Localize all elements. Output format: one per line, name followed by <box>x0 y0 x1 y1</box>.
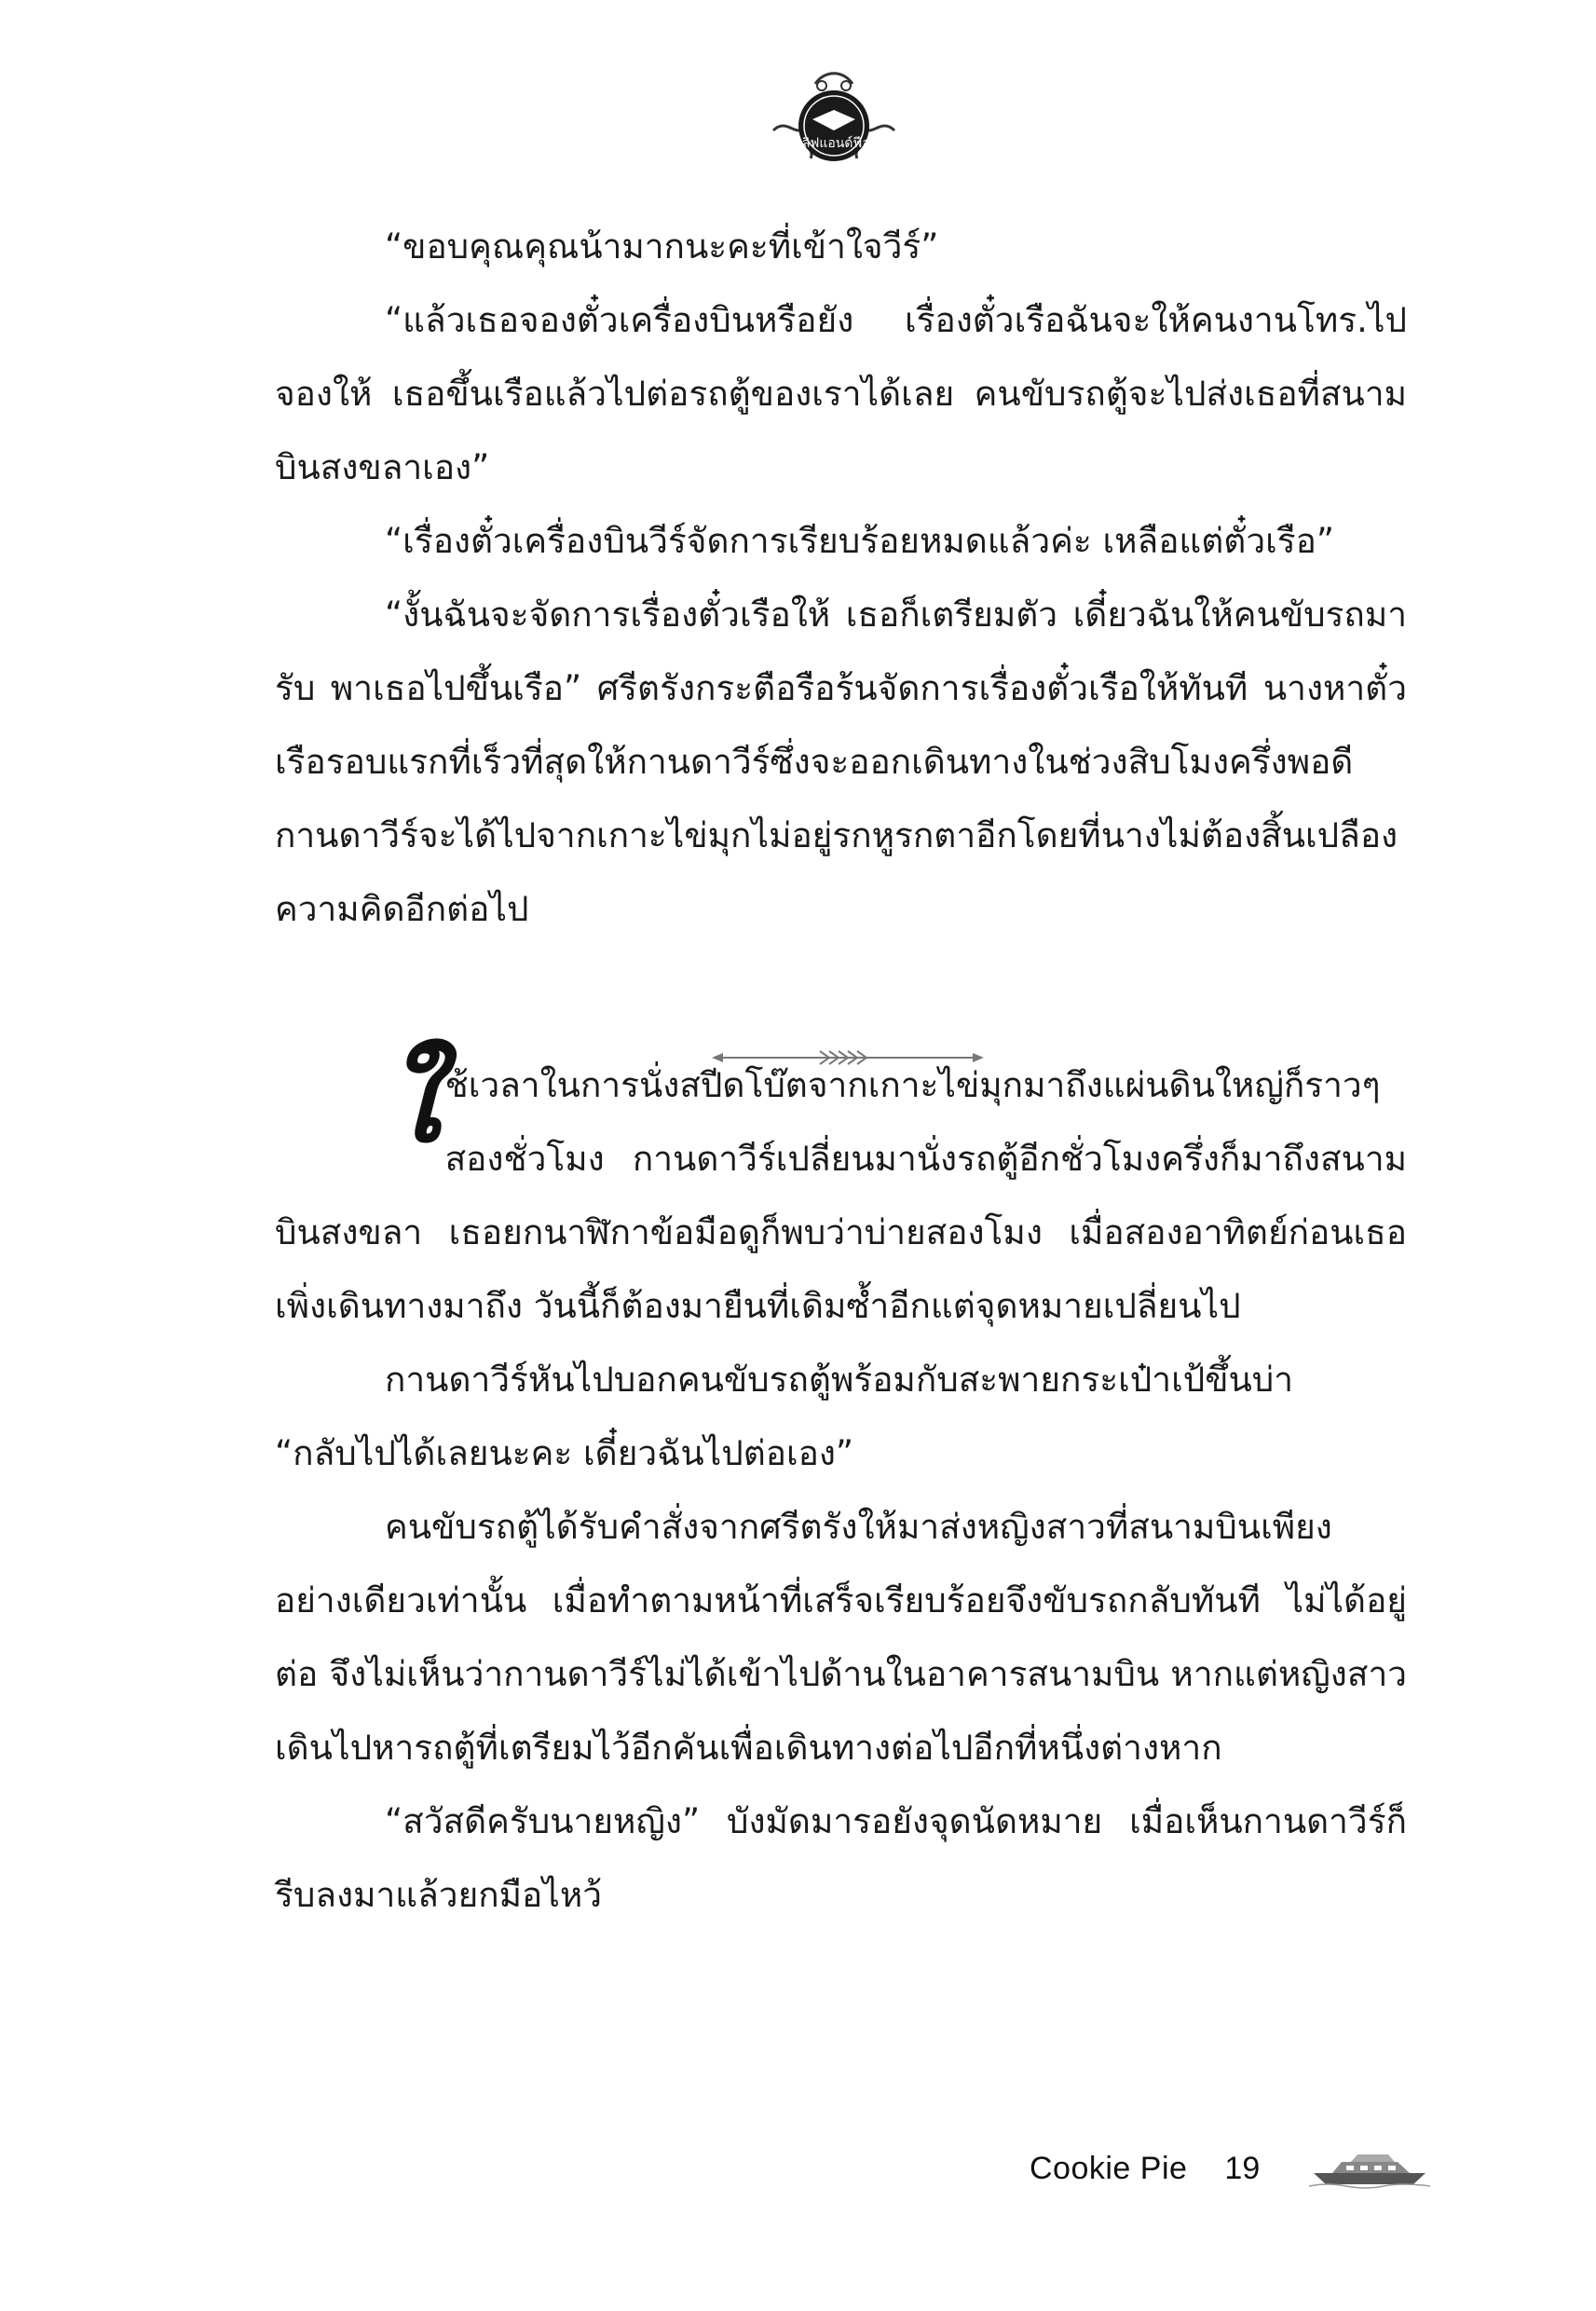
dropcap-paragraph-text: ช้เวลาในการนั่งสปีดโบ๊ตจากเกาะไข่มุกมาถึงแผ่นดินใหญ่ก็ราวๆ สองชั่วโมง กานดาวีร์เปลี่ยนมานั่งรถตู้อีกชั่วโมงครึ่งก็มาถึงสนามบินสงขลา เธอยกนาฬิกาข้อมือดูก็พบว่าบ่ายสองโมง เมื่อสองอาทิตย์ก่อนเธอเพิ่งเดินทางมาถึง วันนี้ก็ต้องมายืนที่เดิมซ้ำอีกแต่จุดหมายเปลี่ยนไป <box>275 1065 1407 1326</box>
paragraph: “แล้วเธอจองตั๋วเครื่องบินหรือยัง เรื่องตั๋วเรือฉันจะให้คนงานโทร.ไปจองให้ เธอขึ้นเรือแล้วไปต่อรถตู้ของเราได้เลย คนขับรถตู้จะไปส่งเธอที่สนามบินสงขลาเอง” <box>275 300 1407 487</box>
paragraph: “สวัสดีครับนายหญิง” บังมัดมารอยังจุดนัดหมาย เมื่อเห็นกานดาวีร์ก็รีบลงมาแล้วยกมือไหว้ <box>275 1801 1407 1915</box>
paragraph: “ขอบคุณคุณน้ามากนะคะที่เข้าใจวีร์” <box>385 226 939 267</box>
text-section-1 <box>275 210 1407 946</box>
logo-text: เลิฟแอนด์ฟีล <box>798 136 870 151</box>
page-footer <box>1030 2151 1260 2187</box>
page-number: 19 <box>1224 2151 1261 2186</box>
dropcap-paragraph <box>275 1036 1407 1343</box>
paragraph: กานดาวีร์หันไปบอกคนขับรถตู้พร้อมกับสะพายกระเป๋าเป้ขึ้นบ่า <box>385 1360 1294 1400</box>
paragraph: คนขับรถตู้ได้รับคำสั่งจากศรีตรังให้มาส่งหญิงสาวที่สนามบินเพียงอย่างเดียวเท่านั้น เมื่อทำตามหน้าที่เสร็จเรียบร้อยจึงขับรถกลับทันที ไม่ได้อยู่ต่อ จึงไม่เห็นว่ากานดาวีร์ไม่ได้เข้าไปด้านในอาคารสนามบิน หากแต่หญิงสาวเดินไปหารถตู้ที่เตรียมไว้อีกคันเพื่อเดินทางต่อไปอีกที่หนึ่งต่างหาก <box>275 1507 1407 1768</box>
paragraph: “กลับไปได้เลยนะคะ เดี๋ยวฉันไปต่อเอง” <box>275 1433 854 1473</box>
publisher-name: Cookie Pie <box>1030 2151 1188 2186</box>
ornamental-crest-icon <box>764 65 904 177</box>
text-section-2 <box>275 1036 1407 1932</box>
drop-cap-letter: ใ <box>385 1036 440 1168</box>
paragraph: “เรื่องตั๋วเครื่องบินวีร์จัดการเรียบร้อยหมดแล้วค่ะ เหลือแต่ตั๋วเรือ” <box>385 521 1334 561</box>
paragraph: “งั้นฉันจะจัดการเรื่องตั๋วเรือให้ เธอก็เตรียมตัว เดี๋ยวฉันให้คนขับรถมารับ พาเธอไปขึ้นเรือ” ศรีตรังกระตือรือร้นจัดการเรื่องตั๋วเรือให้ทันที นางหาตั๋วเรือรอบแรกที่เร็วที่สุดให้กานดาวีร์ซึ่งจะออกเดินทางในช่วงสิบโมงครึ่งพอดี กานดาวีร์จะได้ไปจากเกาะไข่มุกไม่อยู่รกหูรกตาอีกโดยที่นางไม่ต้องสิ้นเปลืองความคิดอีกต่อไป <box>275 595 1407 929</box>
yacht-icon <box>1309 2143 1430 2190</box>
